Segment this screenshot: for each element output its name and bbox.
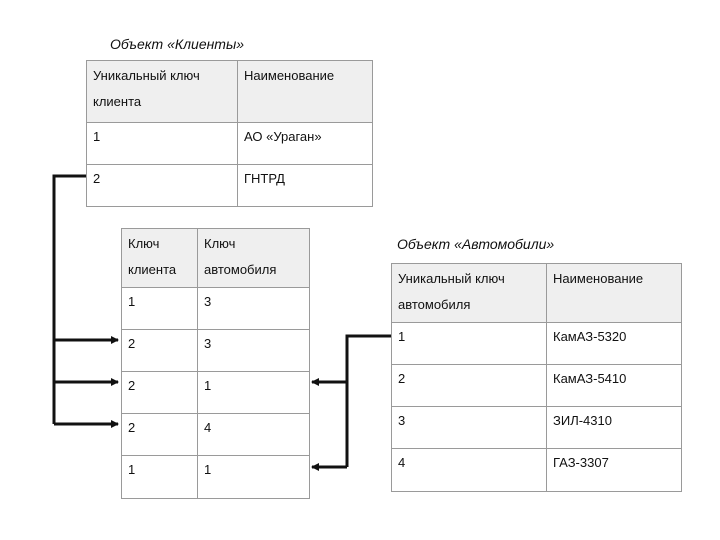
links-cell-car-key: 3 — [198, 288, 310, 330]
links-cell-client-key: 2 — [122, 372, 198, 414]
cars-caption: Объект «Автомобили» — [397, 236, 555, 252]
cars-cell-key: 1 — [392, 323, 547, 365]
links-cell-car-key: 1 — [198, 456, 310, 499]
car1-trunk-line — [347, 336, 391, 467]
links-cell-client-key: 1 — [122, 456, 198, 499]
cars-cell-key: 3 — [392, 407, 547, 449]
links-cell-car-key: 1 — [198, 372, 310, 414]
cars-cell-name: ЗИЛ-4310 — [547, 407, 682, 449]
links-header-car-key: Ключ автомобиля — [198, 229, 310, 288]
cars-cell-name: КамАЗ-5410 — [547, 365, 682, 407]
clients-cell-name: ГНТРД — [238, 165, 373, 207]
clients-caption: Объект «Клиенты» — [110, 36, 245, 52]
links-cell-client-key: 2 — [122, 414, 198, 456]
cars-cell-name: КамАЗ-5320 — [547, 323, 682, 365]
links-cell-client-key: 1 — [122, 288, 198, 330]
cars-cell-key: 4 — [392, 449, 547, 492]
client2-trunk-line — [54, 176, 86, 424]
links-header-client-key: Ключ клиента — [122, 229, 198, 288]
clients-header-name: Наименование — [238, 61, 373, 123]
links-cell-car-key: 4 — [198, 414, 310, 456]
cars-cell-key: 2 — [392, 365, 547, 407]
links-cell-car-key: 3 — [198, 330, 310, 372]
cars-cell-name: ГАЗ-3307 — [547, 449, 682, 492]
cars-header-name: Наименование — [547, 264, 682, 323]
clients-header-key: Уникальный ключ клиента — [87, 61, 238, 123]
clients-cell-key: 1 — [87, 123, 238, 165]
clients-cell-key: 2 — [87, 165, 238, 207]
clients-cell-name: АО «Ураган» — [238, 123, 373, 165]
cars-header-key: Уникальный ключ автомобиля — [392, 264, 547, 323]
links-cell-client-key: 2 — [122, 330, 198, 372]
